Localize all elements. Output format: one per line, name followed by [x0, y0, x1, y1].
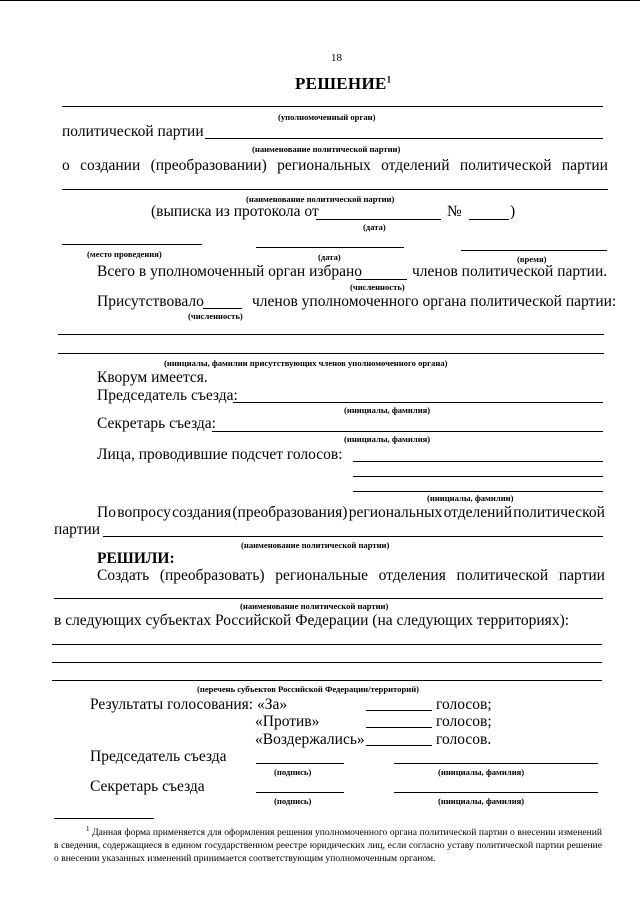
page-number: 18: [331, 52, 342, 64]
party-name-line-1: [205, 138, 603, 139]
place-line: [62, 244, 202, 245]
hint-chairman-signature: (подпись): [274, 767, 312, 777]
quorum-text: Кворум имеется.: [97, 369, 208, 386]
party-name-line-2: [62, 189, 608, 190]
in-subjects-label: в следующих субъектах Российской Федерации (на следующих территориях):: [54, 612, 570, 629]
hint-secretary-signature: (подпись): [274, 796, 312, 806]
hint-present-members: (инициалы, фамилии присутствующих членов уполномоченного органа): [164, 358, 448, 368]
create-word-6: партии: [558, 567, 605, 584]
total-elected-label: Всего в уполномоченный орган избрано: [97, 263, 363, 280]
subjects-line-3: [52, 680, 602, 681]
about-creation-word-7: партии: [561, 157, 608, 174]
present-count-line: [203, 308, 242, 309]
on-question-word-5: региональных: [348, 504, 443, 521]
about-creation-word-5: отделений: [381, 157, 450, 174]
subjects-line-1: [52, 644, 602, 645]
about-creation-line: [62, 157, 608, 175]
counters-label: Лица, проводившие подсчет голосов:: [97, 446, 343, 463]
votes-against-unit: голосов;: [436, 713, 492, 730]
decided-heading: РЕШИЛИ:: [97, 550, 175, 567]
footnote: [54, 823, 602, 865]
number-sign: №: [447, 203, 462, 220]
counters-line-3: [353, 491, 603, 492]
hint-chairman-name: (инициалы, фамилия): [344, 405, 431, 415]
hint-party-name-2: (наименование политической партии): [246, 194, 395, 204]
vote-results-label: Результаты голосования: «За»: [90, 696, 288, 713]
on-question-word-6: отделений: [443, 504, 512, 521]
counters-line-2: [353, 476, 603, 477]
hint-regions-list: (перечень субъектов Российской Федерации/территорий): [197, 684, 420, 694]
create-word-3: региональные: [275, 567, 368, 584]
on-question-word-3: создания: [172, 504, 232, 521]
about-creation-word-2: создании: [80, 157, 141, 174]
party-name-line-4: [54, 598, 603, 599]
secretary-name-line: [394, 792, 598, 793]
hint-counters-names: (инициалы, фамилии): [427, 493, 514, 503]
time-line: [461, 250, 607, 251]
votes-abstained-line: [366, 745, 432, 746]
hint-secretary-name: (инициалы, фамилия): [344, 434, 431, 444]
document-title-text: РЕШЕНИЕ: [295, 74, 387, 93]
secretary-label: Секретарь съезда:: [97, 415, 216, 432]
chairman-line: [233, 402, 603, 403]
votes-for-unit: голосов;: [436, 696, 492, 713]
footnote-mark: 1: [86, 825, 90, 833]
on-question-word-4: (преобразования): [232, 504, 348, 521]
hint-protocol-date: (дата): [363, 222, 386, 232]
hint-date: (дата): [318, 252, 341, 262]
secretary-sign-label: Секретарь съезда: [90, 778, 205, 795]
document-title: [295, 74, 391, 94]
counters-line-1: [353, 461, 603, 462]
create-word-5: политической: [456, 567, 549, 584]
hint-chairman-initials: (инициалы, фамилия): [438, 767, 525, 777]
members-of-party-label: членов политической партии.: [412, 263, 608, 280]
present-label: Присутствовало: [97, 293, 204, 310]
hint-party-name-4: (наименование политической партии): [240, 601, 389, 611]
party-word: партии: [54, 521, 101, 538]
about-creation-word-6: политической: [459, 157, 552, 174]
about-creation-word-1: о: [62, 157, 70, 174]
elected-count-line: [356, 279, 407, 280]
about-creation-word-3: (преобразовании): [150, 157, 267, 174]
votes-against-line: [366, 727, 432, 728]
on-question-word-1: По: [97, 504, 116, 521]
hint-party-name-3: (наименование политической партии): [241, 540, 390, 550]
hint-secretary-initials: (инициалы, фамилия): [438, 796, 525, 806]
subjects-line-2: [52, 662, 602, 663]
on-question-line: [97, 504, 605, 522]
protocol-number-line: [469, 219, 509, 220]
create-line: [97, 567, 605, 585]
votes-abstained-unit: голосов.: [436, 731, 492, 748]
party-name-line-3: [103, 536, 603, 537]
chairman-label: Председатель съезда:: [97, 387, 238, 404]
secretary-signature-line: [256, 792, 344, 793]
votes-for-line: [366, 710, 432, 711]
authorized-body-line: [62, 106, 603, 107]
hint-place: (место проведения): [87, 249, 162, 259]
hint-elected-count: (численность): [350, 282, 405, 292]
political-party-label: политической партии: [62, 123, 204, 140]
hint-present-count: (численность): [188, 311, 243, 321]
chairman-sign-label: Председатель съезда: [90, 748, 227, 765]
hint-authorized-body: (уполномоченный орган): [278, 112, 376, 122]
page-top-rule: [0, 0, 640, 1]
closing-paren: ): [510, 203, 516, 220]
secretary-line: [212, 431, 603, 432]
about-creation-word-4: региональных: [277, 157, 371, 174]
create-word-4: отделения: [378, 567, 446, 584]
present-members-line-2: [58, 353, 604, 354]
present-members-line-1: [58, 334, 604, 335]
create-word-2: (преобразовать): [159, 567, 265, 584]
hint-time: (время): [517, 254, 547, 264]
create-word-1: Создать: [97, 567, 150, 584]
date-line: [256, 247, 404, 248]
protocol-date-line: [316, 219, 441, 220]
title-footnote-mark: 1: [386, 74, 392, 85]
against-label: «Против»: [255, 713, 320, 730]
hint-party-name-1: (наименование политической партии): [252, 144, 401, 154]
footnote-text: Данная форма применяется для оформления решения уполномоченного органа политической партии о внесении изменений в сведения, содержащиеся в едином государственном реестре юридических лиц, если согласно уставу политической партии решение о внесении указанных изменений принимается соответствующим уполномоченным органом.: [54, 827, 602, 865]
chairman-name-line: [394, 763, 598, 764]
members-of-body-label: членов уполномоченного органа политической партии:: [252, 293, 617, 310]
on-question-word-2: вопросу: [117, 504, 171, 521]
chairman-signature-line: [256, 763, 344, 764]
abstained-label: «Воздержались»: [255, 731, 365, 748]
footnote-separator: [54, 818, 154, 819]
extract-label: (выписка из протокола от: [151, 203, 319, 220]
on-question-word-7: политической: [513, 504, 605, 521]
